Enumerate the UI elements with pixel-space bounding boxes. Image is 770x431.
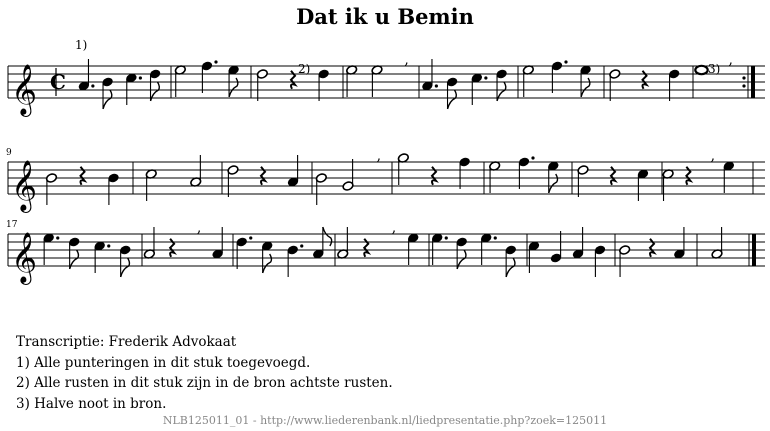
quarter-rest (686, 167, 690, 185)
note-flag (549, 174, 558, 193)
breath-mark: , (391, 220, 397, 236)
note (318, 69, 330, 101)
footnote-1: 1) Alle punteringen in dit stuk toegevoegd. (16, 354, 311, 371)
note (201, 60, 218, 93)
note (407, 233, 419, 265)
note (456, 237, 468, 269)
note (619, 245, 631, 277)
note (489, 161, 501, 193)
source-footer: NLB125011_01 - http://www.liederenbank.nl/liedpresentatie.php?zoek=125011 (162, 414, 608, 427)
augmentation-dot (564, 60, 567, 63)
note (371, 65, 383, 97)
quarter-rest (432, 167, 436, 185)
measure-number: 9 (6, 148, 12, 158)
note-flag (323, 227, 332, 246)
repeat-dot (742, 84, 745, 87)
final-bar-thick (751, 66, 755, 98)
note (594, 245, 606, 277)
note (577, 165, 589, 197)
treble-clef-icon: 𝄞 (11, 232, 38, 283)
quarter-rest (650, 239, 654, 257)
note (43, 233, 60, 265)
transcription-credit: Transcriptie: Frederik Advokaat (16, 334, 237, 350)
augmentation-dot (139, 76, 142, 79)
note (431, 233, 448, 265)
augmentation-dot (214, 60, 217, 63)
augmentation-dot (56, 236, 59, 239)
note (723, 161, 735, 193)
augmentation-dot (494, 236, 497, 239)
note (312, 227, 331, 259)
quarter-rest (81, 167, 85, 185)
note (496, 69, 508, 101)
augmentation-dot (445, 236, 448, 239)
note (337, 227, 349, 259)
note (287, 155, 299, 187)
note (550, 231, 562, 263)
note-flag (263, 254, 272, 273)
note (227, 165, 239, 197)
measure-number: 17 (6, 220, 18, 230)
note (471, 73, 488, 105)
note (547, 161, 559, 193)
note (459, 157, 471, 189)
augmentation-dot (249, 236, 252, 239)
note (695, 66, 707, 74)
augmentation-dot (435, 84, 438, 87)
time-signature: C (50, 70, 66, 94)
breath-mark: , (376, 148, 382, 164)
breath-mark: , (196, 220, 202, 236)
note (315, 173, 327, 205)
note (522, 65, 534, 97)
note (149, 69, 161, 101)
note (551, 60, 568, 93)
quarter-rest (261, 167, 265, 185)
quarter-rest (364, 239, 368, 257)
augmentation-dot (91, 84, 94, 87)
note (190, 155, 202, 187)
quarter-rest (291, 71, 295, 89)
augmentation-dot (300, 244, 303, 247)
note (125, 73, 142, 105)
note (174, 65, 186, 97)
note (505, 245, 517, 277)
note (145, 169, 157, 201)
note (480, 233, 497, 265)
note (346, 65, 358, 97)
repeat-dot (742, 76, 745, 79)
note (102, 77, 114, 109)
note (397, 153, 409, 185)
note (673, 227, 685, 259)
final-bar-thick (752, 234, 756, 266)
note-flag (448, 90, 457, 109)
note-flag (581, 78, 590, 97)
footnote-3: 3) Halve noot in bron. (16, 395, 167, 412)
treble-clef-icon: 𝄞 (11, 160, 38, 211)
note (94, 241, 111, 273)
note (78, 59, 95, 91)
note (212, 227, 224, 259)
note-flag (121, 258, 130, 277)
note (572, 227, 584, 259)
note (580, 65, 592, 97)
note-flag (229, 78, 238, 97)
treble-clef-icon: 𝄞 (11, 64, 38, 115)
note (446, 77, 458, 109)
note (256, 69, 268, 101)
note (261, 241, 273, 273)
footnote-mark: 3) (708, 62, 721, 76)
note (143, 227, 155, 259)
note (107, 173, 119, 205)
note (421, 59, 438, 91)
note-flag (103, 90, 112, 109)
note-head (695, 66, 707, 74)
footnote-mark: 1) (75, 38, 88, 52)
note (609, 69, 621, 101)
augmentation-dot (531, 156, 534, 159)
note (711, 227, 723, 259)
note (518, 156, 535, 189)
quarter-rest (643, 71, 647, 89)
quarter-rest (611, 167, 615, 185)
note (45, 173, 57, 205)
quarter-rest (170, 239, 174, 257)
augmentation-dot (107, 244, 110, 247)
note (668, 69, 680, 101)
footnotes (16, 332, 393, 414)
note (287, 244, 304, 277)
note (119, 245, 131, 277)
note (662, 169, 674, 201)
note (342, 159, 354, 191)
note-flag (506, 258, 515, 277)
breath-mark: , (728, 52, 733, 68)
footnote-2: 2) Alle rusten in dit stuk zijn in de bron achtste rusten. (16, 375, 393, 391)
augmentation-dot (484, 76, 487, 79)
song-title: Dat ik u Bemin (296, 4, 474, 29)
breath-mark: , (404, 52, 409, 68)
note (236, 236, 253, 269)
note (528, 241, 540, 273)
note (68, 237, 80, 269)
footnote-mark: 2) (298, 62, 311, 76)
breath-mark: , (710, 148, 716, 164)
note (637, 169, 649, 201)
note (228, 65, 240, 97)
